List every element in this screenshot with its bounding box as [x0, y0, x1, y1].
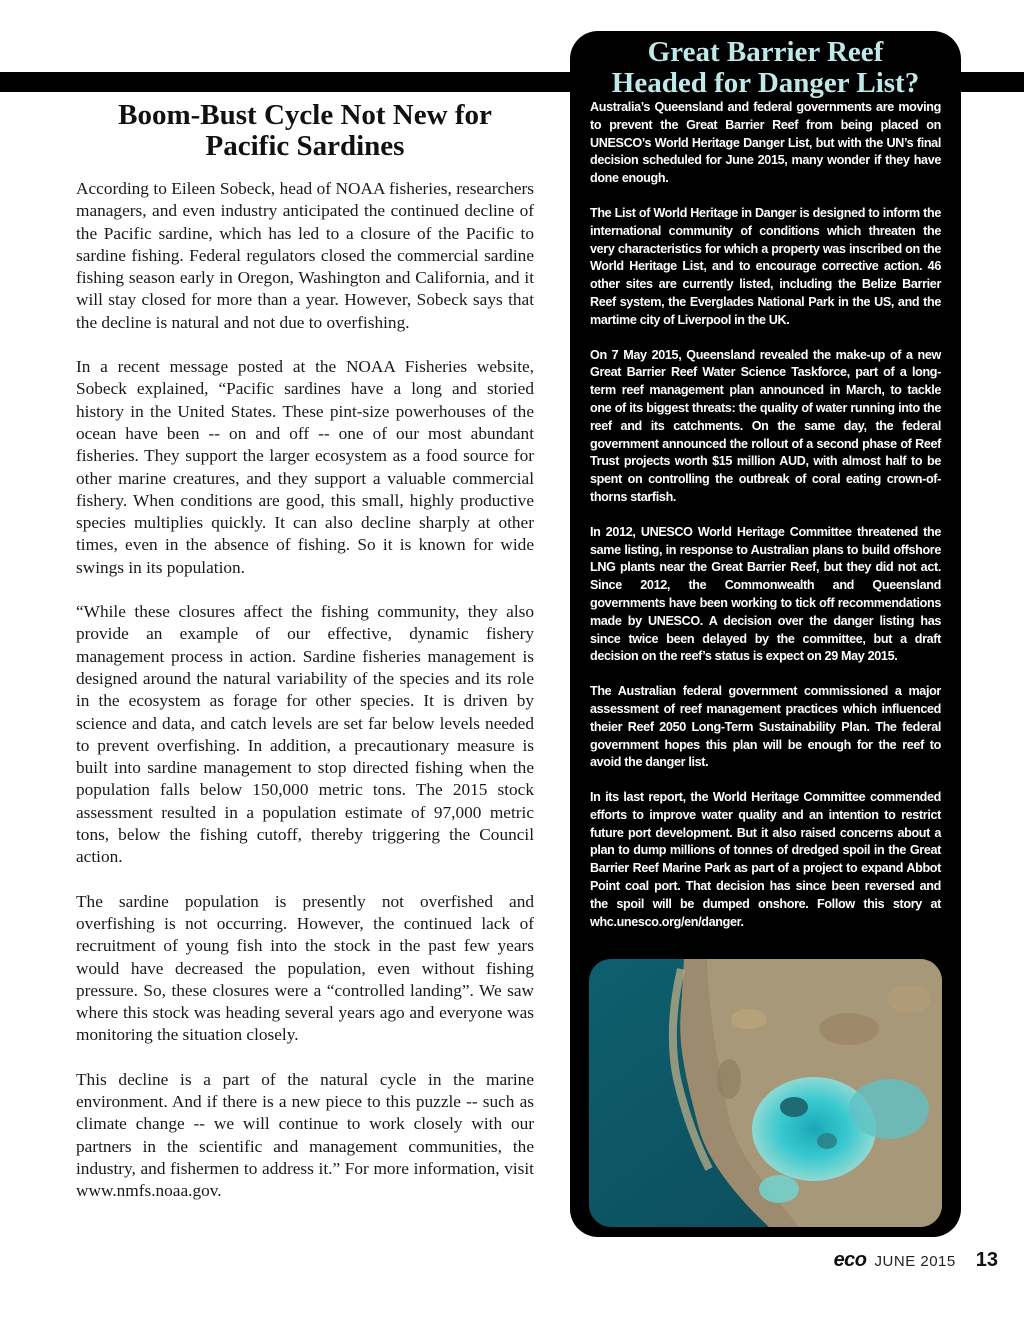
sidebar-title-line-2: Headed for Danger List? — [611, 67, 920, 99]
sidebar-title-line-1: Great Barrier Reef — [647, 36, 884, 68]
page-number: 13 — [975, 1249, 998, 1271]
reef-aerial-photo — [589, 959, 942, 1227]
sidebar-paragraph-6: In its last report, the World Heritage Committee commended efforts to improve water quality and an intention to restrict future port development. But it also raised concerns about a plan to dump millions of tonnes of dredged spoil in the Great Barrier Reef Marine Park as part of a project to expand Abbot Point coal port. That decision has since been reversed and the spoil will be dumped onshore. Follow this story at whc.unesco.org/en/danger. — [590, 790, 941, 929]
article-column — [76, 100, 534, 1224]
page-footer — [834, 1249, 998, 1272]
article-title-line-2: Pacific Sardines — [205, 130, 405, 162]
article-paragraph-1: According to Eileen Sobeck, head of NOAA fisheries, researchers managers, and even industry anticipated the continued decline of the Pacific sardine, which has led to a closure of the Pacific to sardine fishing. Federal regulators closed the commercial sardine fishing season early in Oregon, Washington and California, and it will stay closed for more than a year. However, Sobeck says that the decline is natural and not due to overfishing. — [76, 179, 534, 332]
sidebar-title — [570, 37, 961, 99]
magazine-brand: eco — [833, 1249, 867, 1271]
article-title-line-1: Boom-Bust Cycle Not New for — [118, 99, 492, 131]
article-paragraph-3: “While these closures affect the fishing community, they also provide an example of our effective, dynamic fishery management process in action. Sardine fisheries management is designed around the natural variability of the species and its role in the ecosystem as forage for other species. It is driven by science and data, and catch levels are set far below levels needed to prevent overfishing. In addition, a precautionary measure is built into sardine management to stop directed fishing when the population falls below 150,000 metric tons. The 2015 stock assessment resulted in a population estimate of 97,000 metric tons, below the fishing cutoff, thereby triggering the Council action. — [76, 602, 534, 867]
issue-date: JUNE 2015 — [874, 1253, 956, 1270]
article-paragraph-5: This decline is a part of the natural cycle in the marine environment. And if there is a new piece to this puzzle -- such as climate change -- we will continue to work closely with our partners in the scientific and management communities, the industry, and fishermen to address it.” For more information, visit www.nmfs.noaa.gov. — [76, 1069, 534, 1201]
sidebar-paragraph-2: The List of World Heritage in Danger is designed to inform the international community of conditions which threaten the very characteristics for which a property was inscribed on the World Heritage List, and to encourage corrective action. 46 other sites are currently listed, including the Belize Barrier Reef system, the Everglades National Park in the US, and the martime city of Liverpool in the UK. — [590, 205, 941, 327]
sidebar-paragraph-4: In 2012, UNESCO World Heritage Committee threatened the same listing, in response to Australian plans to build offshore LNG plants near the Great Barrier Reef, but they did not act. Since 2012, the Commonwealth and Queensland governments have been working to tick off recommendations made by UNESCO. A decision over the danger listing has since twice been delayed by the committee, but a draft decision on the reef’s status is expect on 29 May 2015. — [590, 524, 941, 664]
sidebar-paragraph-5: The Australian federal government commissioned a major assessment of reef management practices which influenced theier Reef 2050 Long-Term Sustainability Plan. The federal government hopes this plan will be enough for the reef to avoid the danger list. — [590, 684, 941, 770]
sidebar-box — [570, 31, 961, 1237]
article-paragraph-2: In a recent message posted at the NOAA Fisheries website, Sobeck explained, “Pacific sardines have a long and storied history in the United States. These pint-size powerhouses of the ocean have been -- on and off -- one of our most abundant fisheries. They support the larger ecosystem as a food source for other marine creatures, and they support a valuable commercial fishery. When conditions are good, this small, highly productive species multiplies quickly. It can also decline sharply at other times, even in the absence of fishing. So it is known for wide swings in its population. — [76, 357, 534, 577]
article-paragraph-4: The sardine population is presently not overfished and overfishing is not occurring. However, the continued lack of recruitment of young fish into the stock in the past few years would have decreased the population, even without fishing pressure. So, these closures were a “controlled landing”. We saw where this stock was heading several years ago and everyone was monitoring the situation closely. — [76, 891, 534, 1045]
sidebar-paragraph-1: Australia’s Queensland and federal governments are moving to prevent the Great Barrier Reef from being placed on UNESCO’s World Heritage Danger List, but with the UN’s final decision scheduled for June 2015, many wonder if they have done enough. — [590, 100, 941, 186]
sidebar-paragraph-3: On 7 May 2015, Queensland revealed the make-up of a new Great Barrier Reef Water Science Taskforce, part of a long-term reef management plan announced in March, to tackle one of its biggest threats: the quality of water running into the reef and its catchments. On the same day, the federal government announced the rollout of a second phase of Reef Trust projects worth $15 million AUD, with almost half to be spent on controlling the outbreak of coral eating crown-of-thorns starfish. — [590, 347, 941, 504]
sidebar-body — [590, 99, 941, 948]
article-title — [76, 100, 534, 162]
